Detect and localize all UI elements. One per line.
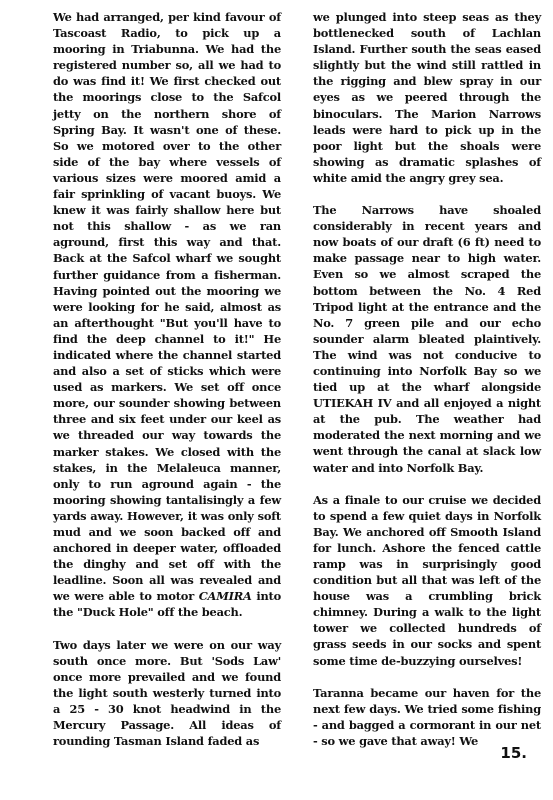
paragraph-text: We had arranged, per kind favour of Tascoast Radio, to pick up a mooring in Triabunna. We had the registered number so, all we had to do was find it! We first checked out the moorings close to the Safcol jetty on the northern shore of Spring Bay. It wasn't one of these. So we motored over to the other side of the bay where vessels of various sizes were moored amid a fair sprinkling of vacant buoys. We knew it was fairly shallow here but not this shallow - as we ran aground, first this way and that. Back at the Safcol wharf we sought further guidance from a fisherman. Having pointed out the mooring we were looking for he said, almost as an afterthought "But you'll have to find the deep channel to it!" He indicated where the channel started and also a set of sticks which were used as markers. We set off once more, our sounder showing between three and six feet under our keel as we threaded our way towards the marker stakes. We closed with the stakes, in the Melaleuca manner, only to run aground again - the mooring showing tantalisingly a few yards away. However, it was only soft mud and we soon backed off and anchored in deeper water, offloaded the dinghy and set off with the leadline. Soon all was revealed and we were able to motor [53,10,281,604]
paragraph-narrows: The Narrows have shoaled considerably in recent years and now boats of our draft (6 ft) need to make passage near to high water. Even so we almost scraped the bottom between the No. 4 Red Tripod light at the entrance and the No. 7 green pile and our echo sounder alarm bleated plaintively. The wind was not conducive to continuing into Norfolk Bay so we tied up at the wharf alongside UTIEKAH IV and all enjoyed a night at the pub. The weather had moderated the next morning and we went through the canal at slack low water and into Norfolk Bay. [313,203,541,475]
paragraph-steep-seas: we plunged into steep seas as they bottlenecked south of Lachlan Island. Further south the seas eased slightly but the wind still rattled in the rigging and blew spray in our eyes as we peered through the binoculars. The Marion Narrows leads were hard to pick up in the poor light but the shoals were showing as dramatic splashes of white amid the angry grey sea. [313,10,541,185]
paragraph-finale: As a finale to our cruise we decided to spend a few quiet days in Norfolk Bay. We anchored off Smooth Island for lunch. Ashore the fenced cattle ramp was in surprisingly good condition but all that was left of the house was a crumbling brick chimney. During a walk to the light tower we collected hundreds of grass seeds in our socks and spent some time de-buzzying ourselves! [313,492,541,668]
left-column [53,9,281,765]
paragraph-triabunna-mooring [53,9,281,621]
page-number: 15. [500,744,527,762]
paragraph-sods-law: Two days later we were on our way south once more. But 'Sods Law' once more prevailed and we found the light south westerly turned into a 25 - 30 knot headwind in the Mercury Passage. All ideas of rounding Tasman Island faded as [53,637,281,749]
paragraph-text-end: into the "Duck Hole" off the beach. [53,589,281,620]
paragraph-taranna: Taranna became our haven for the next few days. We tried some fishing - and bagged a cormorant in our net - so we gave that away! We [313,685,541,748]
right-column [313,9,541,765]
boat-name: CAMIRA [198,589,252,604]
